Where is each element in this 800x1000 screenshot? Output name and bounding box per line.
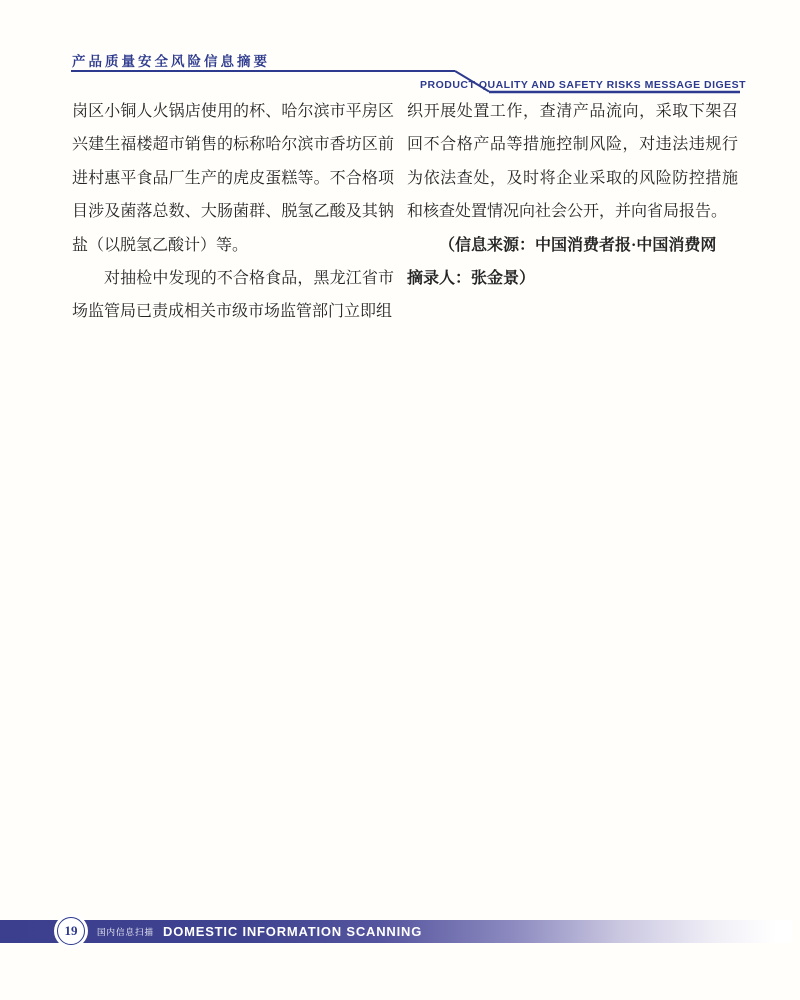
page-number-badge	[57, 917, 85, 945]
body-paragraph: 织开展处置工作，查清产品流向，采取下架召回不合格产品等措施控制风险，对违法违规行为依法查处，及时将企业采取的风险防控措施和核查处置情况向社会公开，并向省局报告。	[407, 103, 738, 221]
body-paragraph: 对抽检中发现的不合格食品，黑龙江省市场监管局已责成相关市级市场监管部门立即组	[72, 270, 394, 321]
header-title-en: PRODUCT QUALITY AND SAFETY RISKS MESSAGE DIGEST	[420, 79, 747, 91]
body-paragraph: 岗区小铜人火锅店使用的杯、哈尔滨市平房区兴建生福楼超市销售的标称哈尔滨市香坊区前进村惠平食品厂生产的虎皮蛋糕等。不合格项目涉及菌落总数、大肠菌群、脱氢乙酸及其钠盐（以脱氢乙酸计）等。	[72, 103, 394, 254]
source-attribution-line2: 摘录人：张金景）	[407, 270, 536, 288]
page-number: 19	[64, 923, 78, 938]
footer-label-en: DOMESTIC INFORMATION SCANNING	[163, 924, 423, 939]
header-title-zh: 产品质量安全风险信息摘要	[72, 54, 270, 69]
footer-label-zh: 国内信息扫描	[97, 926, 155, 937]
footer-bar	[0, 920, 792, 943]
left-column	[72, 95, 394, 329]
right-column	[407, 95, 738, 295]
source-attribution-line1: （信息来源：中国消费者报·中国消费网	[439, 236, 717, 254]
